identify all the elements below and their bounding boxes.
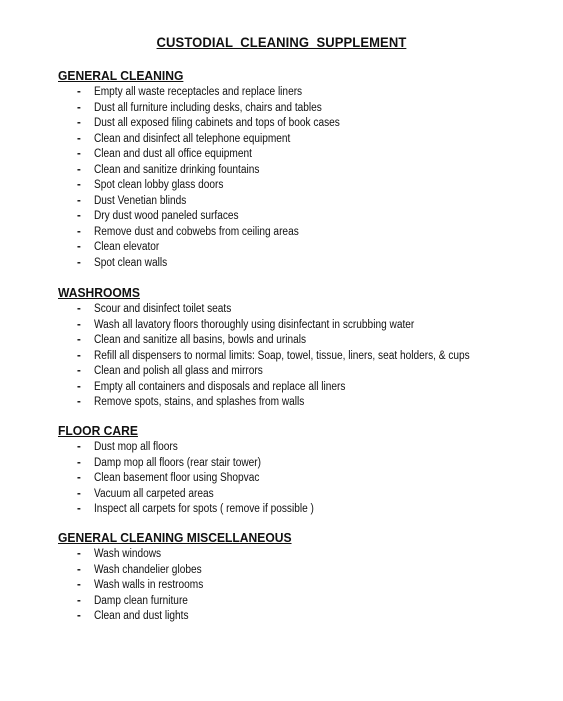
bullet-dash: - [77, 179, 81, 191]
list-item-text: Clean and polish all glass and mirrors [94, 365, 263, 377]
bullet-dash: - [77, 365, 81, 377]
bullet-dash: - [77, 101, 81, 114]
bullet-dash: - [77, 441, 81, 453]
bullet-dash: - [77, 318, 81, 331]
list-item-text: Clean elevator [94, 241, 160, 253]
bullet-dash: - [77, 163, 81, 176]
list-item-text: Dust mop all floors [94, 441, 178, 453]
list-item-text: Clean basement floor using Shopvac [94, 472, 260, 484]
bullet-dash: - [77, 194, 81, 207]
bullet-dash: - [77, 380, 81, 393]
list-item-text: Dust all exposed filing cabinets and tops of book cases [94, 117, 340, 129]
list-item-text: Spot clean lobby glass doors [94, 179, 224, 191]
bullet-dash: - [77, 117, 81, 129]
list-item [58, 116, 538, 132]
list-item-text: Empty all containers and disposals and replace all liners [94, 380, 346, 393]
document-title: CUSTODIAL CLEANING SUPPLEMENT [156, 34, 407, 50]
list-item-text: Empty all waste receptacles and replace liners [94, 86, 303, 98]
list-item-text: Clean and sanitize all basins, bowls and urinals [94, 334, 307, 346]
list-item-text: Damp clean furniture [94, 594, 188, 607]
section-washrooms [58, 285, 538, 411]
list-item [58, 547, 538, 563]
list-item [58, 456, 538, 472]
list-item [58, 578, 538, 594]
bullet-dash: - [77, 210, 81, 222]
list-item-text: Clean and dust all office equipment [94, 148, 252, 160]
bullet-dash: - [77, 456, 81, 469]
list-item [58, 101, 538, 117]
list-item [58, 440, 538, 456]
list-item-text: Scour and disinfect toilet seats [94, 303, 232, 315]
bullet-dash: - [77, 241, 81, 253]
list-item [58, 132, 538, 148]
list-item-text: Wash all lavatory floors thoroughly using disinfectant in scrubbing water [94, 318, 415, 331]
list-item [58, 256, 538, 272]
bullet-dash: - [77, 610, 81, 622]
list-item [58, 240, 538, 256]
list-item [58, 194, 538, 210]
list-item-text: Spot clean walls [94, 256, 168, 269]
list-item [58, 563, 538, 579]
list-item-text: Clean and disinfect all telephone equipment [94, 132, 291, 145]
list-item [58, 225, 538, 241]
list-item [58, 380, 538, 396]
list-item [58, 302, 538, 318]
list-item-text: Remove spots, stains, and splashes from walls [94, 396, 305, 408]
list-item [58, 502, 538, 518]
bullet-dash: - [77, 225, 81, 238]
section-heading: GENERAL CLEANING MISCELLANEOUS [58, 530, 292, 545]
bullet-dash: - [77, 256, 81, 269]
section-heading: GENERAL CLEANING [58, 68, 184, 83]
list-item [58, 163, 538, 179]
list-item-text: Inspect all carpets for spots ( remove if possible ) [94, 503, 314, 515]
bullet-dash: - [77, 334, 81, 346]
list-item-text: Damp mop all floors (rear stair tower) [94, 456, 262, 469]
bullet-dash: - [77, 503, 81, 515]
list-item [58, 318, 538, 334]
list-item [58, 594, 538, 610]
bullet-dash: - [77, 548, 81, 560]
bullet-dash: - [77, 594, 81, 607]
bullet-dash: - [77, 132, 81, 145]
bullet-dash: - [77, 487, 81, 500]
list-item-text: Wash walls in restrooms [94, 579, 204, 591]
list-item-text: Dust Venetian blinds [94, 194, 187, 207]
list-item [58, 178, 538, 194]
section-heading: FLOOR CARE [58, 423, 138, 438]
list-item-text: Clean and sanitize drinking fountains [94, 163, 260, 176]
section-heading: WASHROOMS [58, 285, 140, 300]
list-item [58, 395, 538, 411]
bullet-dash: - [77, 148, 81, 160]
list-item [58, 85, 538, 101]
list-item-text: Wash windows [94, 548, 162, 560]
list-item-text: Remove dust and cobwebs from ceiling areas [94, 225, 299, 238]
list-item-text: Clean and dust lights [94, 610, 189, 622]
list-item-text: Dry dust wood paneled surfaces [94, 210, 239, 222]
bullet-dash: - [77, 349, 81, 362]
list-item [58, 471, 538, 487]
list-item-text: Refill all dispensers to normal limits: Soap, towel, tissue, liners, seat holders, & cups [94, 349, 470, 362]
list-item-text: Vacuum all carpeted areas [94, 487, 214, 500]
list-item [58, 333, 538, 349]
list-item [58, 609, 538, 625]
list-item [58, 487, 538, 503]
bullet-dash: - [77, 86, 81, 98]
section-general-cleaning [58, 68, 538, 271]
list-item [58, 209, 538, 225]
bullet-dash: - [77, 472, 81, 484]
bullet-dash: - [77, 579, 81, 591]
section-general-cleaning-miscellaneous [58, 530, 538, 625]
list-item [58, 349, 538, 365]
list-item-text: Dust all furniture including desks, chairs and tables [94, 101, 322, 114]
list-item [58, 147, 538, 163]
list-item-text: Wash chandelier globes [94, 563, 202, 576]
bullet-dash: - [77, 303, 81, 315]
section-floor-care [58, 423, 538, 518]
list-item [58, 364, 538, 380]
bullet-dash: - [77, 563, 81, 576]
bullet-dash: - [77, 396, 81, 408]
